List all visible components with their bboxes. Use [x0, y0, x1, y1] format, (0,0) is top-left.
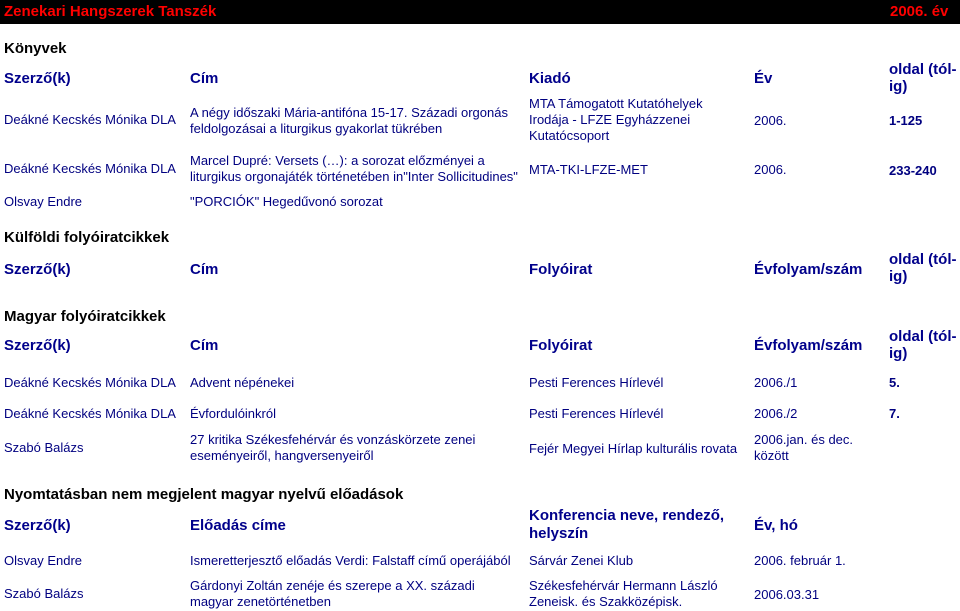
table-row-conference: Sárvár Zenei Klub	[529, 553, 634, 568]
col-header-publisher: Kiadó	[529, 70, 571, 87]
col-header-author: Szerző(k)	[4, 261, 71, 278]
section-title-hungarian: Magyar folyóiratcikkek	[4, 308, 166, 325]
table-row-date: 2006.03.31	[754, 587, 820, 602]
table-row-pages: 1-125	[889, 113, 923, 128]
table-row-author: Deákné Kecskés Mónika DLA	[4, 375, 176, 390]
table-row-title: 27 kritika Székesfehérvár és vonzáskörzete zenei eseményeiről, hangversenyeiről	[190, 432, 476, 463]
table-row-title: Advent népénekei	[190, 375, 295, 390]
table-row-author: Szabó Balázs	[4, 586, 84, 601]
col-header-title: Cím	[190, 70, 219, 87]
col-header-title: Cím	[190, 261, 219, 278]
table-row-publisher: MTA-TKI-LFZE-MET	[529, 162, 648, 177]
table-row-pages: 233-240	[889, 163, 937, 178]
section-title-foreign: Külföldi folyóiratcikkek	[4, 229, 170, 246]
table-row-title: Évfordulóinkról	[190, 406, 276, 421]
table-row-date: 2006. február 1.	[754, 553, 846, 568]
col-header-volume: Évfolyam/szám	[754, 261, 863, 278]
col-header-author: Szerző(k)	[4, 517, 71, 534]
table-row-conference: Székesfehérvár Hermann László Zeneisk. és Szakközépisk.	[529, 578, 718, 609]
col-header-conference: Konferencia neve, rendező, helyszín	[529, 507, 725, 542]
col-header-journal: Folyóirat	[529, 261, 593, 278]
col-header-title: Cím	[190, 337, 219, 354]
col-header-year: Év	[754, 70, 773, 87]
table-row-publisher: MTA Támogatott Kutatóhelyek Irodája - LFZE Egyházzenei Kutatócsoport	[529, 96, 703, 143]
col-header-author: Szerző(k)	[4, 337, 71, 354]
table-row-journal: Fejér Megyei Hírlap kulturális rovata	[529, 441, 738, 456]
col-header-volume: Évfolyam/szám	[754, 337, 863, 354]
table-row-volume: 2006./1	[754, 375, 798, 390]
year-label: 2006. év	[890, 3, 949, 20]
table-row-talk-title: Gárdonyi Zoltán zenéje és szerepe a XX. századi magyar zenetörténetben	[190, 578, 475, 609]
table-row-author: Deákné Kecskés Mónika DLA	[4, 406, 176, 421]
table-row-journal: Pesti Ferences Hírlevél	[529, 406, 664, 421]
col-header-author: Szerző(k)	[4, 70, 71, 87]
table-row-author: Deákné Kecskés Mónika DLA	[4, 161, 176, 176]
table-row-title: "PORCIÓK" Hegedűvonó sorozat	[190, 194, 383, 209]
table-row-author: Olsvay Endre	[4, 553, 83, 568]
table-row-volume: 2006.jan. és dec. között	[754, 432, 854, 463]
table-row-year: 2006.	[754, 162, 787, 177]
table-row-author: Szabó Balázs	[4, 440, 84, 455]
table-row-author: Deákné Kecskés Mónika DLA	[4, 112, 176, 127]
table-row-volume: 2006./2	[754, 406, 798, 421]
section-title-books: Könyvek	[4, 40, 67, 57]
col-header-pages: oldal (tól- ig)	[889, 61, 957, 95]
col-header-date: Év, hó	[754, 517, 798, 534]
table-row-title: A négy időszaki Mária-antifóna 15-17. Századi orgonás feldolgozásai a liturgikus gyakorlat tükrében	[190, 105, 508, 136]
table-row-pages: 5.	[889, 375, 900, 390]
section-title-talks: Nyomtatásban nem megjelent magyar nyelvű előadások	[4, 486, 404, 503]
table-row-journal: Pesti Ferences Hírlevél	[529, 375, 664, 390]
col-header-talk-title: Előadás címe	[190, 517, 286, 534]
col-header-journal: Folyóirat	[529, 337, 593, 354]
col-header-pages: oldal (tól- ig)	[889, 328, 957, 362]
col-header-pages: oldal (tól- ig)	[889, 251, 957, 285]
table-row-pages: 7.	[889, 406, 900, 421]
table-row-author: Olsvay Endre	[4, 194, 83, 209]
table-row-year: 2006.	[754, 113, 787, 128]
page-title: Zenekari Hangszerek Tanszék	[4, 3, 217, 20]
table-row-talk-title: Ismeretterjesztő előadás Verdi: Falstaff című operájából	[190, 553, 511, 568]
table-row-title: Marcel Dupré: Versets (…): a sorozat előzményei a liturgikus orgonajáték történetében in"Inter Sollicitudines"	[190, 153, 518, 184]
